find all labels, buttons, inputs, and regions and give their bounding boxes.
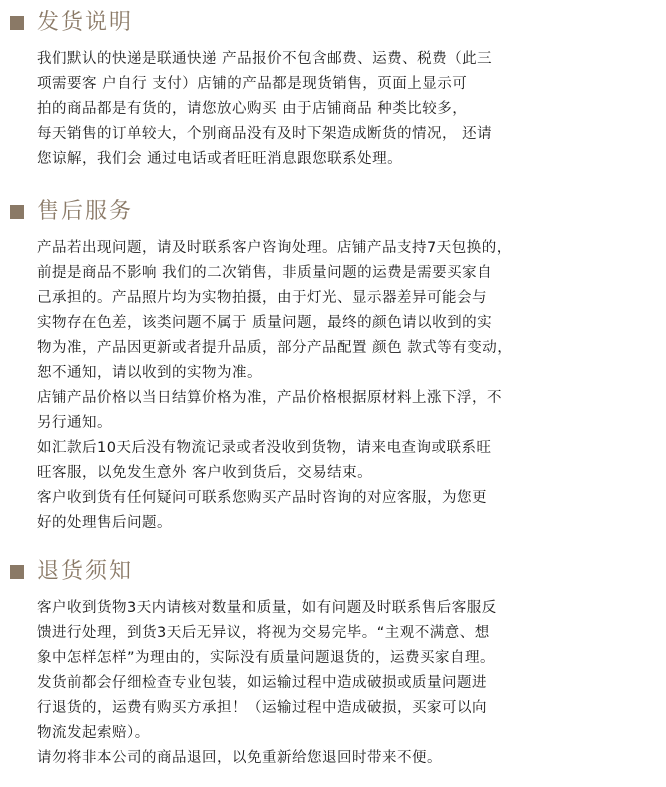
section-header bbox=[0, 556, 666, 588]
paragraph-line: 发货前都会仔细检查专业包装，如运输过程中造成破损或质量问题进 bbox=[37, 675, 487, 691]
paragraph-line: 物流发起索赔）。 bbox=[37, 725, 150, 741]
paragraph-line: 拍的商品都是有货的，请您放心购买 由于店铺商品 种类比较多， bbox=[37, 101, 468, 117]
paragraph-line: 请勿将非本公司的商品退回，以免重新给您退回时带来不便。 bbox=[37, 750, 442, 766]
paragraph-line: 恕不通知，请以收到的实物为准。 bbox=[37, 365, 262, 381]
paragraph-line: 旺客服，以免发生意外 客户收到货后，交易结束。 bbox=[37, 465, 373, 481]
paragraph-line: 己承担的。产品照片均为实物拍摄，由于灯光、显示器差异可能会与 bbox=[37, 290, 487, 306]
section-after-sales bbox=[0, 196, 666, 531]
paragraph-line: 行退货的，运费有购买方承担！（运输过程中造成破损，买家可以向 bbox=[37, 700, 487, 716]
paragraph-line: 我们默认的快递是联通快递 产品报价不包含邮费、运费、税费（此三 bbox=[37, 51, 493, 67]
paragraph-line: 前提是商品不影响 我们的二次销售，非质量问题的运费是需要买家自 bbox=[37, 265, 493, 281]
paragraph-line: 产品若出现问题，请及时联系客户咨询处理。店铺产品支持7天包换的， bbox=[37, 240, 512, 256]
square-bullet-icon bbox=[10, 205, 24, 219]
paragraph-line: 实物存在色差，该类问题不属于 质量问题，最终的颜色请以收到的实 bbox=[37, 315, 493, 331]
paragraph-line: 每天销售的订单较大，个别商品没有及时下架造成断货的情况， 还请 bbox=[37, 126, 493, 142]
section-header bbox=[0, 7, 666, 39]
section-body bbox=[37, 47, 657, 172]
section-returns bbox=[0, 556, 666, 766]
paragraph-line: 馈进行处理，到货3天后无异议，将视为交易完毕。“主观不满意、想 bbox=[37, 625, 490, 641]
square-bullet-icon bbox=[10, 16, 24, 30]
paragraph-line: 店铺产品价格以当日结算价格为准，产品价格根据原材料上涨下浮，不 bbox=[37, 390, 502, 406]
paragraph-line: 客户收到货物3天内请核对数量和质量，如有问题及时联系售后客服反 bbox=[37, 600, 497, 616]
paragraph-line: 象中怎样怎样”为理由的，实际没有质量问题退货的，运费买家自理。 bbox=[37, 650, 496, 666]
paragraph-line: 客户收到货有任何疑问可联系您购买产品时咨询的对应客服，为您更 bbox=[37, 490, 487, 506]
section-title: 退货须知 bbox=[37, 559, 134, 584]
section-shipping bbox=[0, 7, 666, 167]
section-title: 售后服务 bbox=[37, 199, 134, 224]
square-bullet-icon bbox=[10, 565, 24, 579]
section-body bbox=[37, 236, 657, 536]
paragraph-line: 物为准，产品因更新或者提升品质，部分产品配置 颜色 款式等有变动， bbox=[37, 340, 513, 356]
paragraph-line: 如汇款后10天后没有物流记录或者没收到货物，请来电查询或联系旺 bbox=[37, 440, 492, 456]
paragraph-line: 好的处理售后问题。 bbox=[37, 515, 172, 531]
section-title: 发货说明 bbox=[37, 10, 134, 35]
paragraph-line: 您谅解，我们会 通过电话或者旺旺消息跟您联系处理。 bbox=[37, 151, 403, 167]
paragraph-line: 项需要客 户自行 支付）店铺的产品都是现货销售，页面上显示可 bbox=[37, 76, 468, 92]
section-body bbox=[37, 596, 657, 771]
paragraph-line: 另行通知。 bbox=[37, 415, 112, 431]
section-header bbox=[0, 196, 666, 228]
